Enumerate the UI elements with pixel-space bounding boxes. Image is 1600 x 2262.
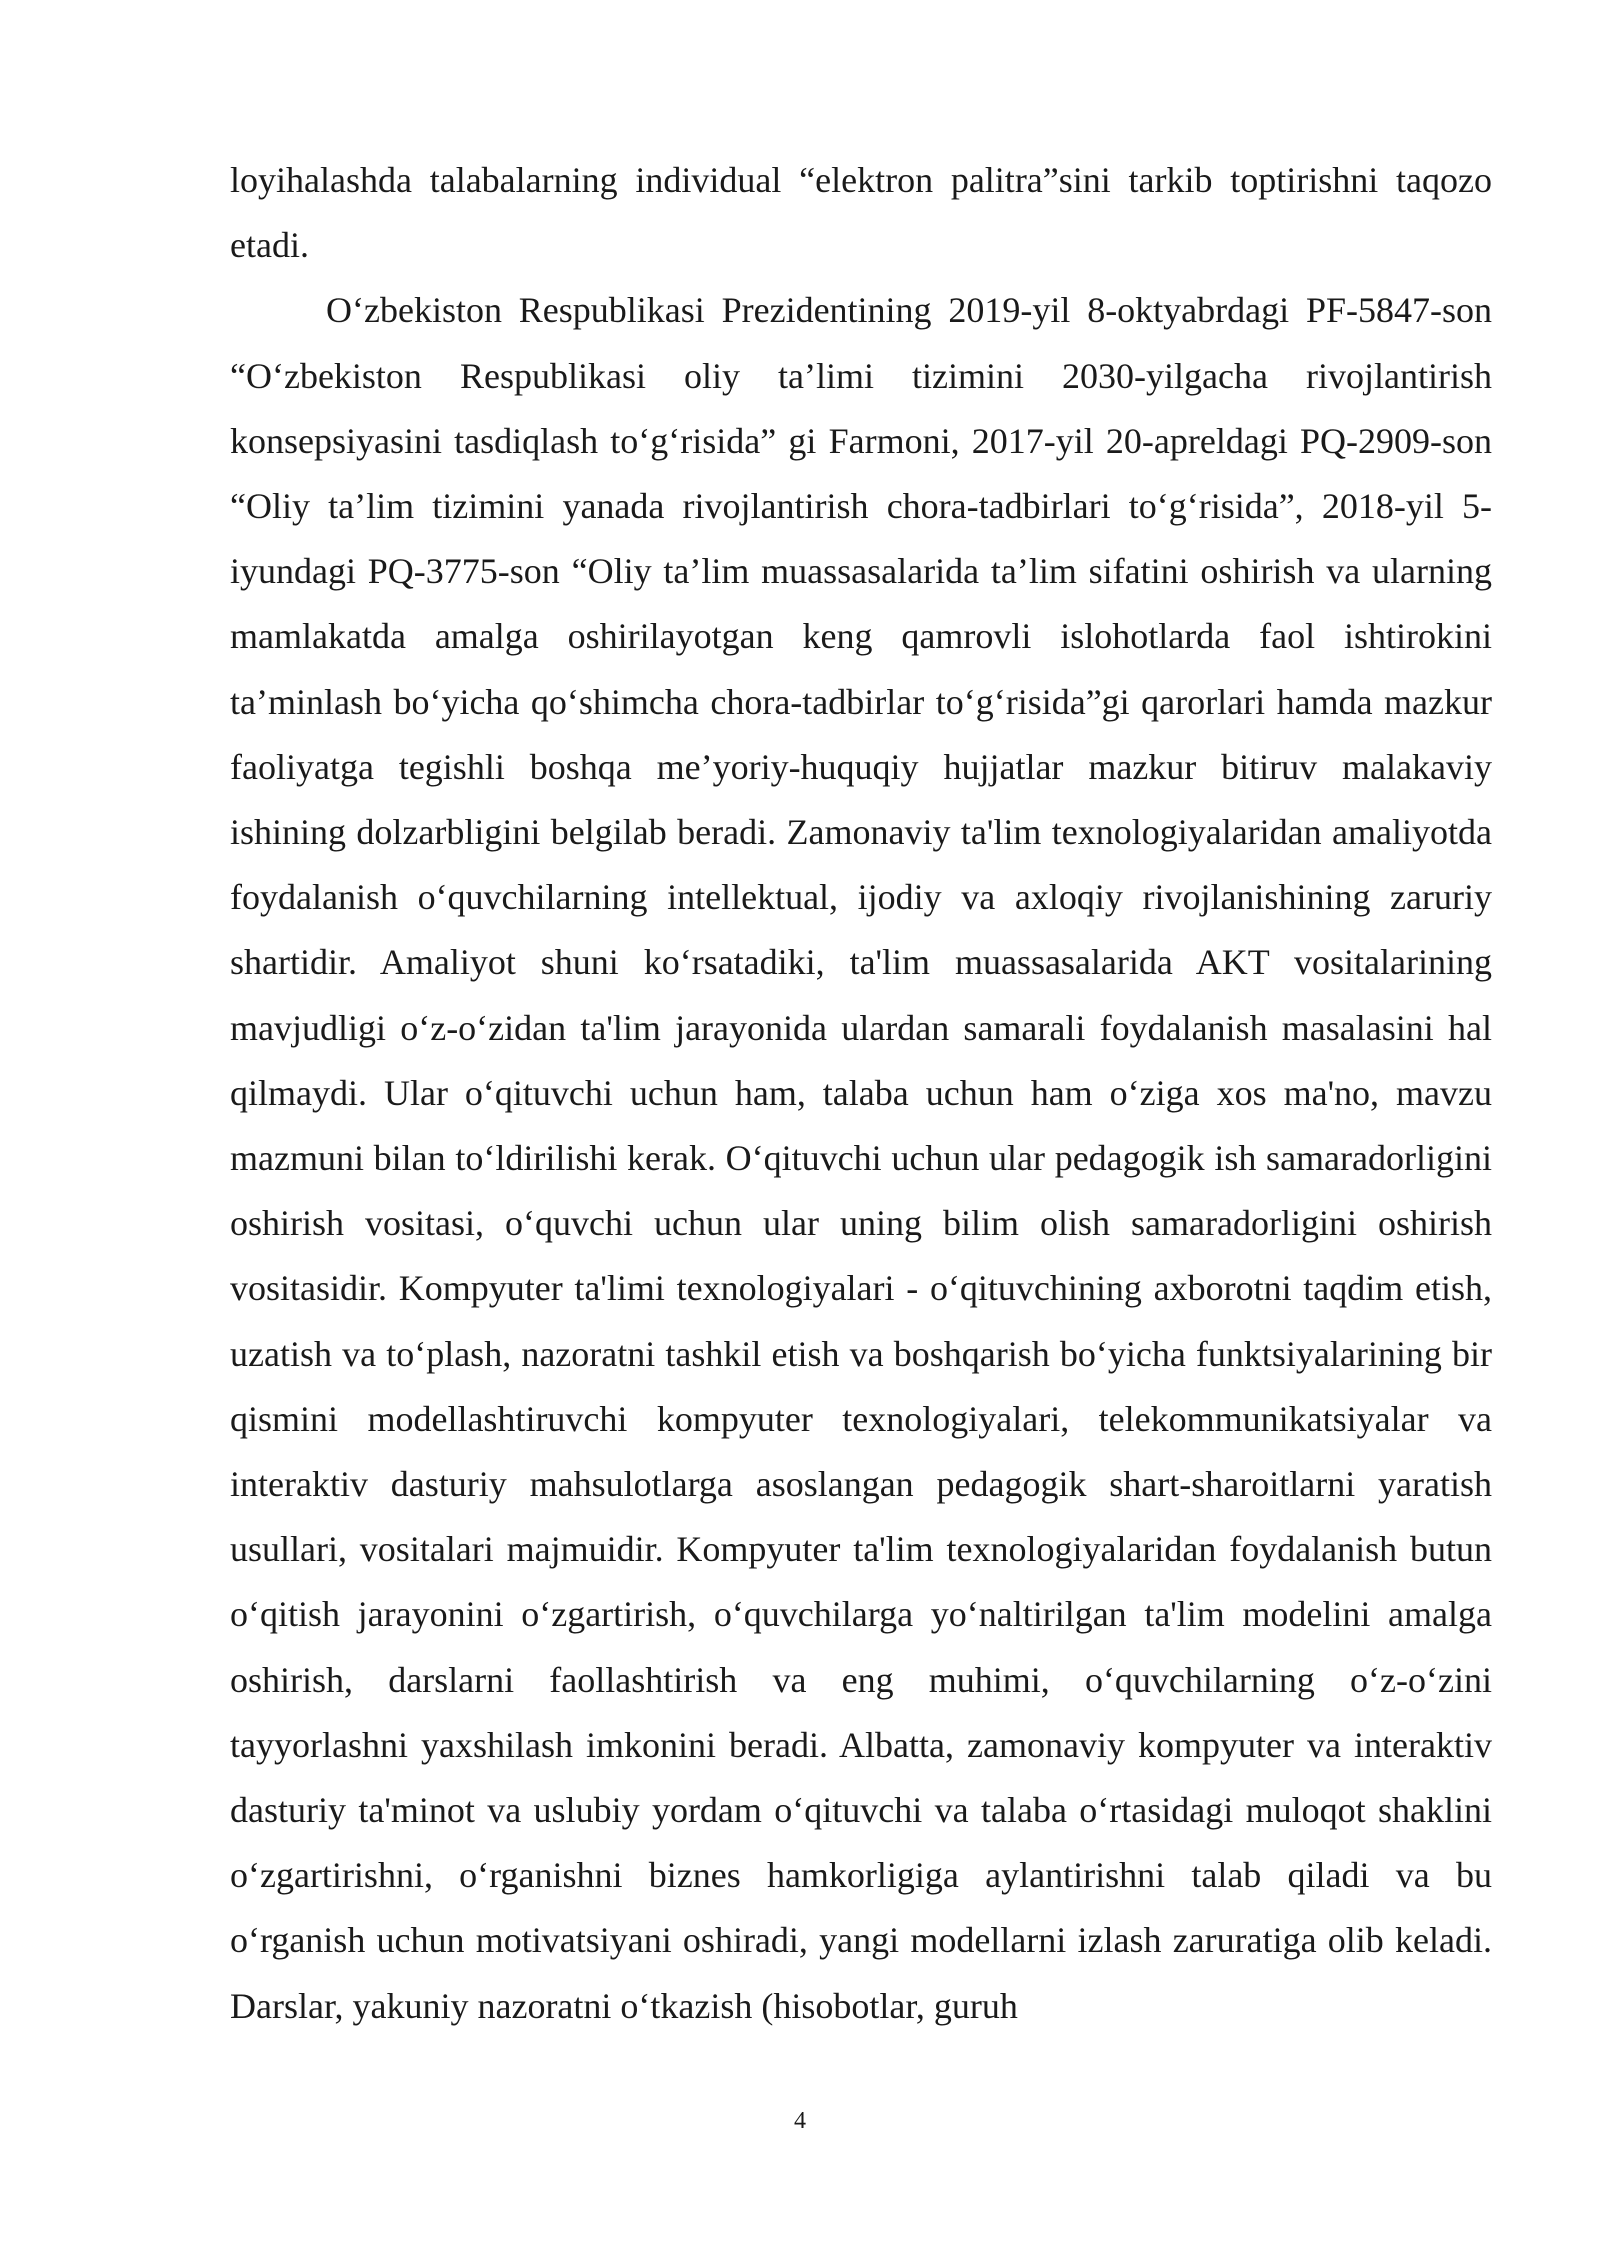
body-text: [230, 148, 1492, 2039]
paragraph-main: O‘zbekiston Respublikasi Prezidentining 2019-yil 8-oktyabrdagi PF-5847-son “O‘zbekiston Respublikasi oliy ta’limi tizimini 2030-yilgacha rivojlantirish konsepsiyasini tasdiqlash to‘g‘risida” gi Farmoni, 2017-yil 20-apreldagi PQ-2909-son “Oliy ta’lim tizimini yanada rivojlantirish chora-tadbirlari to‘g‘risida”, 2018-yil 5-iyundagi PQ-3775-son “Oliy ta’lim muassasalarida ta’lim sifatini oshirish va ularning mamlakatda amalga oshirilayotgan keng qamrovli islohotlarda faol ishtirokini ta’minlash bo‘yicha qo‘shimcha chora-tadbirlar to‘g‘risida”gi qarorlari hamda mazkur faoliyatga tegishli boshqa me’yoriy-huquqiy hujjatlar mazkur bitiruv malakaviy ishining dolzarbligini belgilab beradi. Zamonaviy ta'lim texnologiyalaridan amaliyotda foydalanish o‘quvchilarning intellektual, ijodiy va axloqiy rivojlanishining zaruriy shartidir. Amaliyot shuni ko‘rsatadiki, ta'lim muassasalarida AKT vositalarining mavjudligi o‘z-o‘zidan ta'lim jarayonida ulardan samarali foydalanish masalasini hal qilmaydi. Ular o‘qituvchi uchun ham, talaba uchun ham o‘ziga xos ma'no, mavzu mazmuni bilan to‘ldirilishi kerak. O‘qituvchi uchun ular pedagogik ish samaradorligini oshirish vositasi, o‘quvchi uchun ular uning bilim olish samaradorligini oshirish vositasidir. Kompyuter ta'limi texnologiyalari - o‘qituvchining axborotni taqdim etish, uzatish va to‘plash, nazoratni tashkil etish va boshqarish bo‘yicha funktsiyalarining bir qismini modellashtiruvchi kompyuter texnologiyalari, telekommunikatsiyalar va interaktiv dasturiy mahsulotlarga asoslangan pedagogik shart-sharoitlarni yaratish usullari, vositalari majmuidir. Kompyuter ta'lim texnologiyalaridan foydalanish butun o‘qitish jarayonini o‘zgartirish, o‘quvchilarga yo‘naltirilgan ta'lim modelini amalga oshirish, darslarni faollashtirish va eng muhimi, o‘quvchilarning o‘z-o‘zini tayyorlashni yaxshilash imkonini beradi. Albatta, zamonaviy kompyuter va interaktiv dasturiy ta'minot va uslubiy yordam o‘qituvchi va talaba o‘rtasidagi muloqot shaklini o‘zgartirishni, o‘rganishni biznes hamkorligiga aylantirishni talab qiladi va bu o‘rganish uchun motivatsiyani oshiradi, yangi modellarni izlash zaruratiga olib keladi. Darslar, yakuniy nazoratni o‘tkazish (hisobotlar, guruh: [230, 290, 1492, 2026]
page-number: 4: [794, 2108, 806, 2134]
paragraph-continuation: loyihalashda talabalarning individual “elektron palitra”sini tarkib toptirishni taqozo etadi.: [230, 160, 1492, 266]
